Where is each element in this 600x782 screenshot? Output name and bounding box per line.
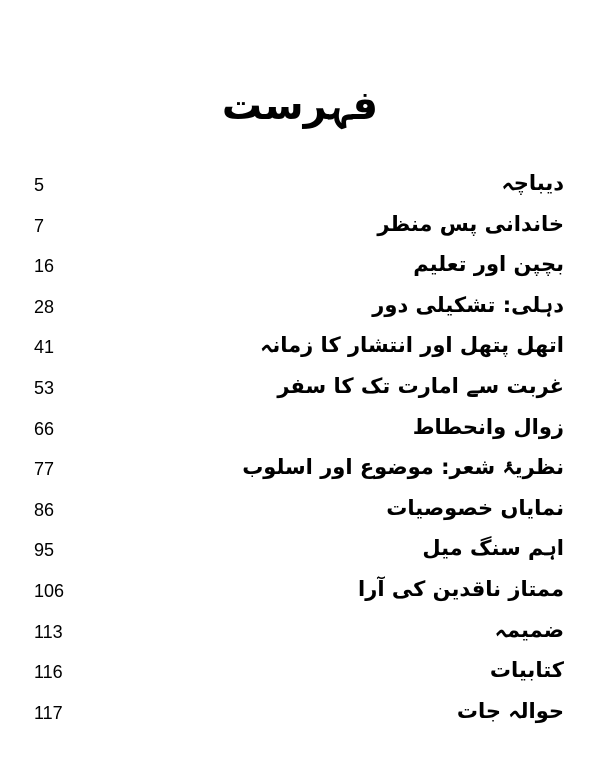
toc-entry-page: 28	[34, 296, 55, 317]
toc-entry	[0, 491, 600, 532]
toc-entry	[0, 288, 600, 329]
toc-entry-page: 5	[34, 175, 45, 195]
toc-entry-title: نظریۂ شعر: موضوع اور اسلوب	[242, 455, 564, 480]
toc-entry-title: بچپن اور تعلیم	[413, 252, 564, 277]
toc-entry-title: دیباچہ	[501, 171, 564, 195]
toc-entry-page: 117	[34, 702, 63, 723]
toc-entry-page: 53	[34, 377, 55, 398]
table-of-contents	[0, 166, 600, 734]
toc-entry-title: خاندانی پس منظر	[377, 211, 564, 236]
toc-entry	[0, 653, 600, 694]
toc-entry-page: 116	[34, 662, 63, 683]
toc-entry	[0, 694, 600, 735]
toc-entry-title: حوالہ جات	[456, 698, 564, 723]
toc-entry-page: 113	[34, 621, 63, 642]
toc-entry-page: 106	[34, 580, 65, 601]
toc-entry-page: 41	[34, 337, 55, 358]
toc-entry-title: اہم سنگ میل	[422, 536, 564, 561]
toc-entry	[0, 450, 600, 491]
toc-entry-title: ضمیمہ	[494, 617, 564, 642]
toc-entry-page: 77	[34, 459, 55, 480]
toc-entry	[0, 166, 600, 207]
toc-entry-page: 66	[34, 418, 55, 439]
toc-entry-title: دہلی: تشکیلی دور	[372, 292, 564, 317]
toc-entry-title: غربت سے امارت تک کا سفر	[277, 373, 564, 398]
toc-entry	[0, 328, 600, 369]
toc-entry	[0, 247, 600, 288]
toc-entry	[0, 613, 600, 654]
toc-entry	[0, 572, 600, 613]
toc-entry	[0, 531, 600, 572]
toc-entry	[0, 369, 600, 410]
toc-entry-title: ممتاز ناقدین کی آرا	[358, 576, 564, 601]
toc-entry-title: کتابیات	[489, 658, 564, 683]
toc-entry	[0, 410, 600, 451]
toc-entry-page: 95	[34, 540, 55, 561]
toc-entry-title: نمایاں خصوصیات	[386, 495, 564, 520]
toc-entry-page: 16	[34, 256, 55, 277]
toc-entry-page: 86	[34, 499, 55, 520]
toc-entry-title: زوال وانحطاط	[412, 414, 564, 439]
toc-entry-title: اتھل پتھل اور انتشار کا زمانہ	[260, 333, 564, 358]
toc-entry-page: 7	[34, 215, 45, 236]
toc-entry	[0, 207, 600, 248]
page-title: فہرست	[221, 83, 379, 129]
